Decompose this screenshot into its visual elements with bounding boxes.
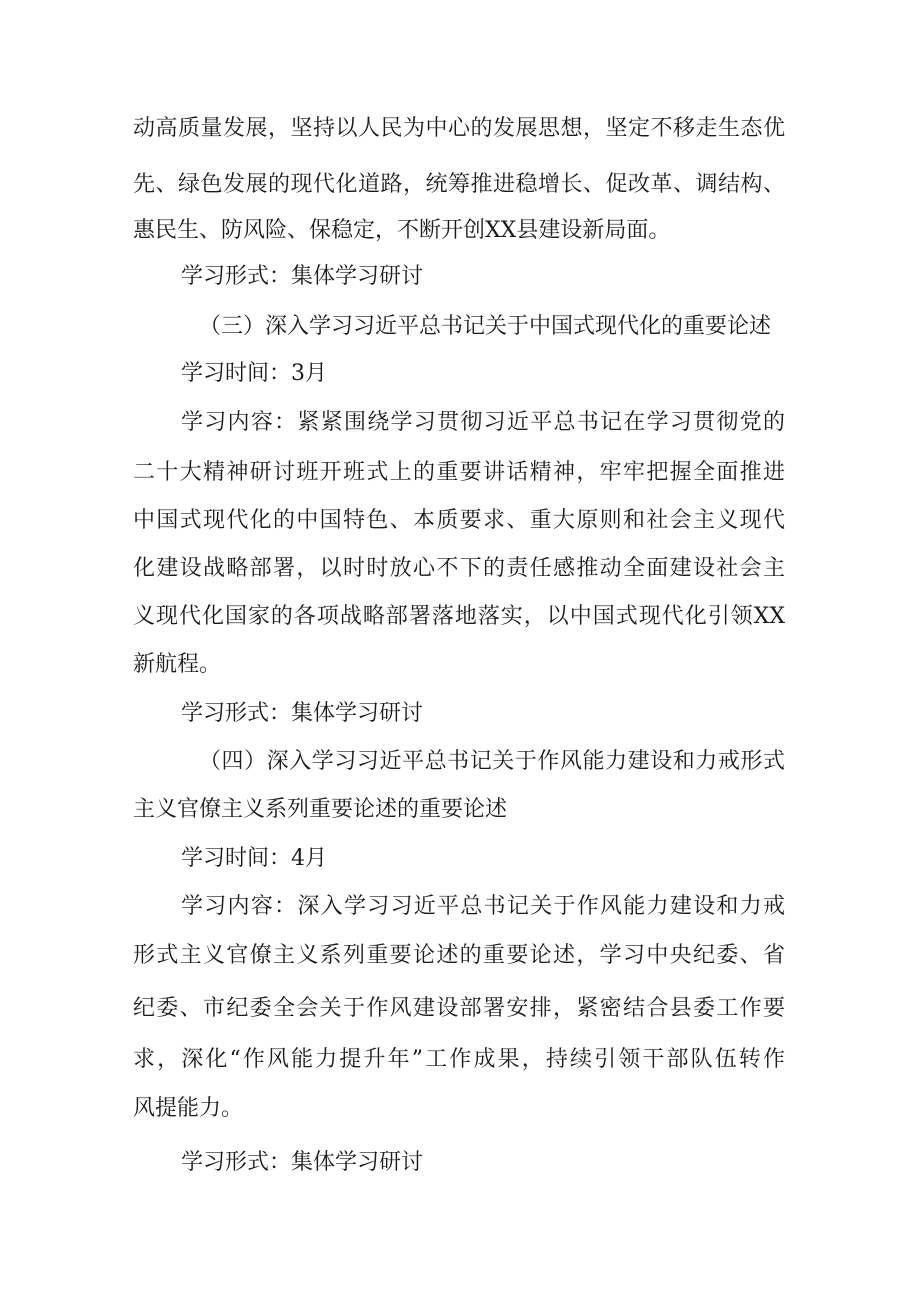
body-text-line: 风提能力。 — [133, 1096, 244, 1121]
body-text-line: 惠民生、防风险、保稳定，不断开创XX县建设新局面。 — [133, 218, 671, 243]
body-text-line: 二十大精神研讨班开班式上的重要讲话精神，牢牢把握全面推进 — [133, 460, 785, 485]
body-text-line: 求，深化“作风能力提升年”工作成果，持续引领干部队伍转作 — [133, 1047, 785, 1072]
study-content-line: 学习内容：紧紧围绕学习贯彻习近平总书记在学习贯彻党的 — [181, 410, 785, 435]
section-heading-continued: 主义官僚主义系列重要论述的重要论述 — [133, 797, 508, 822]
study-format-line: 学习形式：集体学习研讨 — [181, 264, 424, 289]
body-text-line: 中国式现代化的中国特色、本质要求、重大原则和社会主义现代 — [133, 508, 785, 533]
study-time-line: 学习时间：3月 — [181, 361, 327, 386]
body-text-line: 义现代化国家的各项战略部署落地落实，以中国式现代化引领XX — [133, 604, 785, 629]
body-text-line: 动高质量发展，坚持以人民为中心的发展思想，坚定不移走生态优 — [133, 116, 785, 141]
body-text-line: 化建设战略部署，以时时放心不下的责任感推动全面建设社会主 — [133, 556, 785, 581]
study-time-line: 学习时间：4月 — [181, 846, 327, 871]
body-text-line: 形式主义官僚主义系列重要论述的重要论述，学习中央纪委、省 — [133, 943, 785, 968]
section-heading: （三）深入学习习近平总书记关于中国式现代化的重要论述 — [199, 314, 772, 339]
section-heading: （四）深入学习习近平总书记关于作风能力建设和力戒形式 — [199, 749, 785, 774]
body-text-line: 新航程。 — [133, 652, 222, 677]
study-format-line: 学习形式：集体学习研讨 — [181, 1150, 424, 1175]
body-text-line: 纪委、市纪委全会关于作风建设部署安排，紧密结合县委工作要 — [133, 996, 785, 1021]
study-content-line: 学习内容：深入学习习近平总书记关于作风能力建设和力戒 — [181, 894, 785, 919]
body-text-line: 先、绿色发展的现代化道路，统筹推进稳增长、促改革、调结构、 — [133, 172, 785, 197]
study-format-line: 学习形式：集体学习研讨 — [181, 701, 424, 726]
